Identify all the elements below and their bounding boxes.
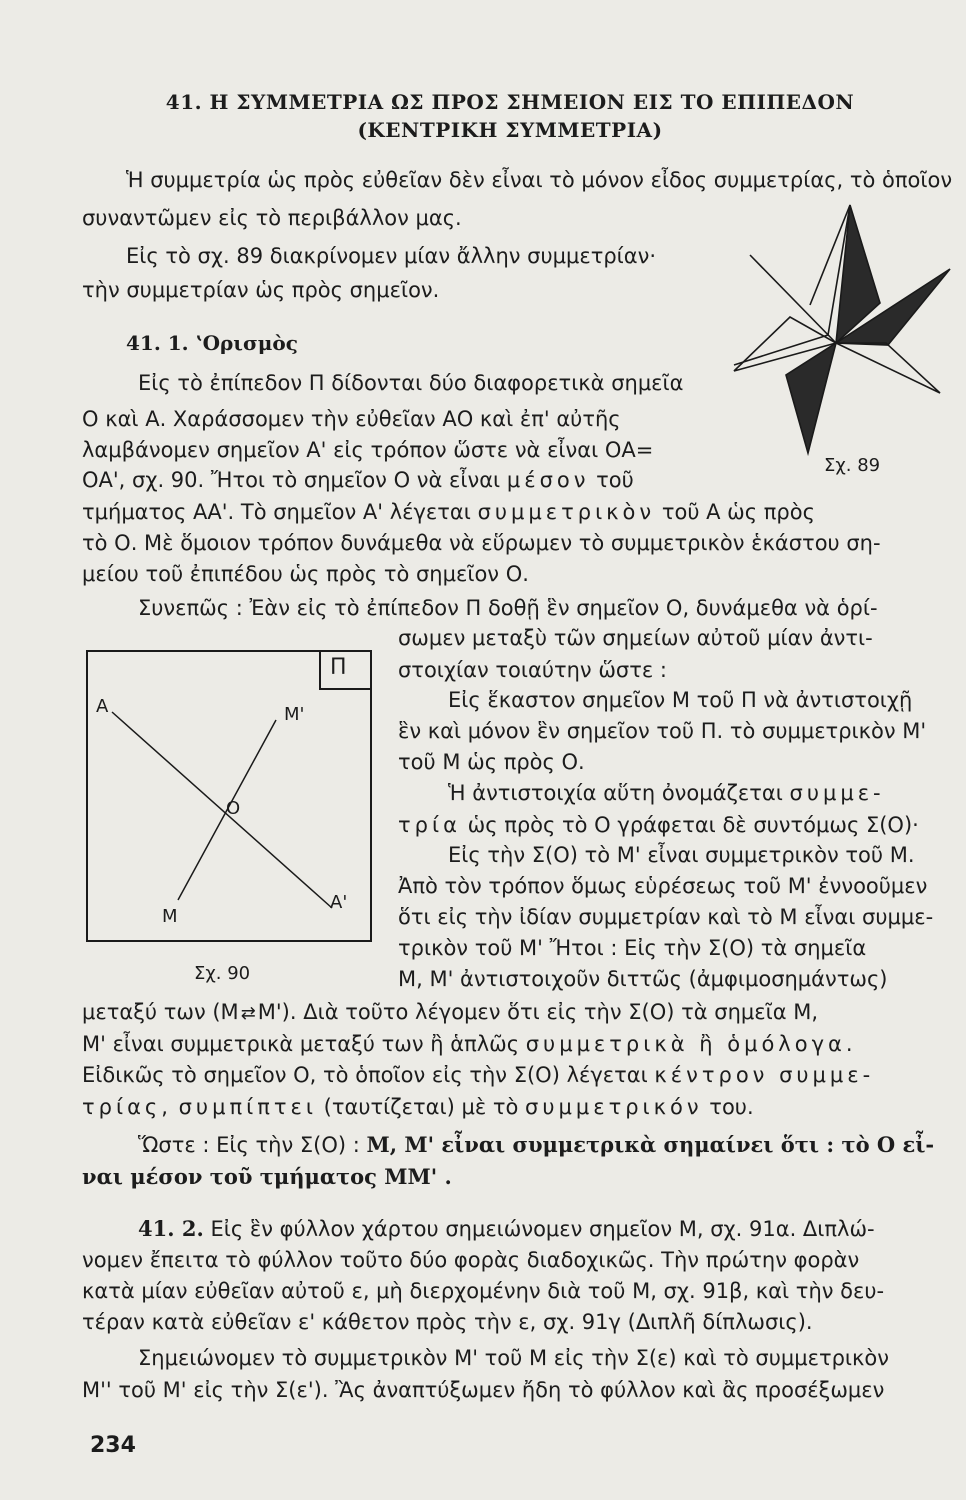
emphasis: τρία <box>398 813 461 837</box>
text-line: Ο καὶ Α. Χαράσσομεν τὴν εὐθεῖαν ΑΟ καὶ ἐπ' αὐτῆς <box>82 407 621 431</box>
double-arrow-icon: ⇄ <box>240 1003 256 1024</box>
section-number: 41. 2. <box>138 1216 204 1241</box>
star-blade-dark <box>786 343 836 453</box>
text-line: Ἀπὸ τὸν τρόπον ὅμως εὑρέσεως τοῦ Μ' ἐννοοῦμεν <box>398 874 928 898</box>
text-line: τμήματος ΑΑ'. Τὸ σημεῖον Α' λέγεται συμμετρικὸν τοῦ Α ὡς πρὸς <box>82 500 815 524</box>
point-O-label: Ο <box>226 798 241 819</box>
text-line: Εἰς ἕκαστον σημεῖον Μ τοῦ Π νὰ ἀντιστοιχῇ <box>448 688 913 712</box>
text-line: Συνεπῶς : Ἐὰν εἰς τὸ ἐπίπεδον Π δοθῇ ἓν σημεῖον Ο, δυνάμεθα νὰ ὁρί- <box>138 596 878 620</box>
point-A1-label: Α' <box>330 892 348 913</box>
text-line: νομεν ἔπειτα τὸ φύλλον τοῦτο δύο φορὰς διαδοχικῶς. Τὴν πρώτην φορὰν <box>82 1248 860 1272</box>
text-line: συναντῶμεν εἰς τὸ περιβάλλον μας. <box>82 206 462 230</box>
text-line: τρίας, συμπίπτει (ταυτίζεται) μὲ τὸ συμμετρικόν του. <box>82 1095 754 1119</box>
text-line: τρικὸν τοῦ Μ' Ἤτοι : Εἰς τὴν Σ(Ο) τὰ σημεῖα <box>398 936 867 960</box>
text-line: Ἡ ἀντιστοιχία αὕτη ὀνομάζεται συμμε- <box>448 781 885 805</box>
emphasis: συμμετρικὰ ἢ ὁμόλογα. <box>525 1032 857 1056</box>
conclusion-line: Ὥστε : Εἰς τὴν Σ(Ο) : Μ, Μ' εἶναι συμμετρικὰ σημαίνει ὅτι : τὸ Ο εἶ- <box>138 1132 935 1157</box>
conclusion-bold: Μ, Μ' εἶναι συμμετρικὰ σημαίνει ὅτι : τὸ Ο εἶ- <box>366 1132 935 1157</box>
text-line: Ἡ συμμετρία ὡς πρὸς εὐθεῖαν δὲν εἶναι τὸ μόνον εἶδος συμμετρίας, τὸ ὁποῖον <box>126 168 953 192</box>
text-line: ὅτι εἰς τὴν ἰδίαν συμμετρίαν καὶ τὸ Μ εἶναι συμμε- <box>398 905 934 929</box>
text-line: ΟΑ', σχ. 90. Ἤτοι τὸ σημεῖον Ο νὰ εἶναι μέσον τοῦ <box>82 468 634 492</box>
text-line: Μ' εἶναι συμμετρικὰ μεταξύ των ἢ ἁπλῶς συμμετρικὰ ἢ ὁμόλογα. <box>82 1032 857 1056</box>
conclusion-bold: ναι μέσον τοῦ τμήματος ΜΜ' . <box>82 1164 452 1189</box>
text-line: Εἰς τὸ σχ. 89 διακρίνομεν μίαν ἄλλην συμμετρίαν· <box>126 244 657 268</box>
plane-frame <box>87 651 371 941</box>
point-M1-label: Μ' <box>284 704 305 725</box>
emphasis: μέσον <box>506 468 590 492</box>
text-line: Εἰς τὴν Σ(Ο) τὸ Μ' εἶναι συμμετρικὸν τοῦ Μ. <box>448 843 915 867</box>
point-M-label: Μ <box>162 906 178 927</box>
text-line: τὴν συμμετρίαν ὡς πρὸς σημεῖον. <box>82 278 440 302</box>
point-A-label: Α <box>96 696 109 717</box>
text-line: τέραν κατὰ εὐθεῖαν ε' κάθετον πρὸς τὴν ε, σχ. 91γ (Διπλῆ δίπλωσις). <box>82 1310 813 1334</box>
section-title: 41. 1. ʽΟρισμὸς <box>126 331 298 355</box>
star-edge <box>750 255 836 343</box>
figure-89-caption: Σχ. 89 <box>824 455 881 476</box>
plane-label: Π <box>330 655 347 680</box>
text-line: τρία ὡς πρὸς τὸ Ο γράφεται δὲ συντόμως Σ(Ο)· <box>398 813 919 837</box>
emphasis: τρίας, <box>82 1095 172 1119</box>
emphasis: συμπίπτει <box>178 1095 317 1119</box>
star-blade <box>836 343 940 393</box>
text-line: 41. 2. Εἰς ἓν φύλλον χάρτου σημειώνομεν σημεῖον Μ, σχ. 91α. Διπλώ- <box>138 1216 875 1241</box>
chapter-title: 41. Η ΣΥΜΜΕΤΡΙΑ ΩΣ ΠΡΟΣ ΣΗΜΕΙΟΝ ΕΙΣ ΤΟ ΕΠΙΠΕΔΟΝ <box>165 90 855 114</box>
text-line: Σημειώνομεν τὸ συμμετρικὸν Μ' τοῦ Μ εἰς τὴν Σ(ε) καὶ τὸ συμμετρικὸν <box>138 1346 889 1370</box>
text-line: μεταξύ των (Μ ⇄Μ'). Διὰ τοῦτο λέγομεν ὅτι εἰς τὴν Σ(Ο) τὰ σημεῖα Μ, <box>82 1000 819 1024</box>
text-line: τὸ Ο. Μὲ ὅμοιον τρόπον δυνάμεθα νὰ εὕρωμεν τὸ συμμετρικὸν ἑκάστου ση- <box>82 531 881 555</box>
text-line: κατὰ μίαν εὐθεῖαν αὐτοῦ ε, μὴ διερχομένην διὰ τοῦ Μ, σχ. 91β, καὶ τὴν δευ- <box>82 1279 885 1303</box>
figure-89-star <box>710 195 960 445</box>
text-line: ἓν καὶ μόνον ἓν σημεῖον τοῦ Π. τὸ συμμετρικὸν Μ' <box>398 719 927 743</box>
text-line: τοῦ Μ ὡς πρὸς Ο. <box>398 750 585 774</box>
emphasis: συμμετρικόν <box>525 1095 703 1119</box>
emphasis: συμμετρικὸν <box>477 500 656 524</box>
text-line: σωμεν μεταξὺ τῶν σημείων αὐτοῦ μίαν ἀντι- <box>398 626 873 650</box>
text-line: Εἰδικῶς τὸ σημεῖον Ο, τὸ ὁποῖον εἰς τὴν Σ(Ο) λέγεται κέντρον συμμε- <box>82 1063 875 1087</box>
emphasis: κέντρον συμμε- <box>654 1063 875 1087</box>
text-line: λαμβάνομεν σημεῖον Α' εἰς τρόπον ὥστε νὰ εἶναι ΟΑ= <box>82 438 654 462</box>
text-line: Μ, Μ' ἀντιστοιχοῦν διττῶς (ἀμφιμοσημάντως) <box>398 967 888 991</box>
figure-90-caption: Σχ. 90 <box>194 963 251 984</box>
chapter-subtitle: (ΚΕΝΤΡΙΚΗ ΣΥΜΜΕΤΡΙΑ) <box>357 118 663 142</box>
text-line: Εἰς τὸ ἐπίπεδον Π δίδονται δύο διαφορετικὰ σημεῖα <box>138 371 684 395</box>
segment-AA1 <box>112 712 332 908</box>
page-number: 234 <box>90 1433 136 1458</box>
emphasis: συμμε- <box>789 781 885 805</box>
text-line: στοιχίαν τοιαύτην ὥστε : <box>398 658 667 682</box>
text-line: Μ'' τοῦ Μ' εἰς τὴν Σ(ε'). Ἂς ἀναπτύξωμεν ἤδη τὸ φύλλον καὶ ἂς προσέξωμεν <box>82 1378 885 1402</box>
text-line: μείου τοῦ ἐπιπέδου ὡς πρὸς τὸ σημεῖον Ο. <box>82 562 529 586</box>
